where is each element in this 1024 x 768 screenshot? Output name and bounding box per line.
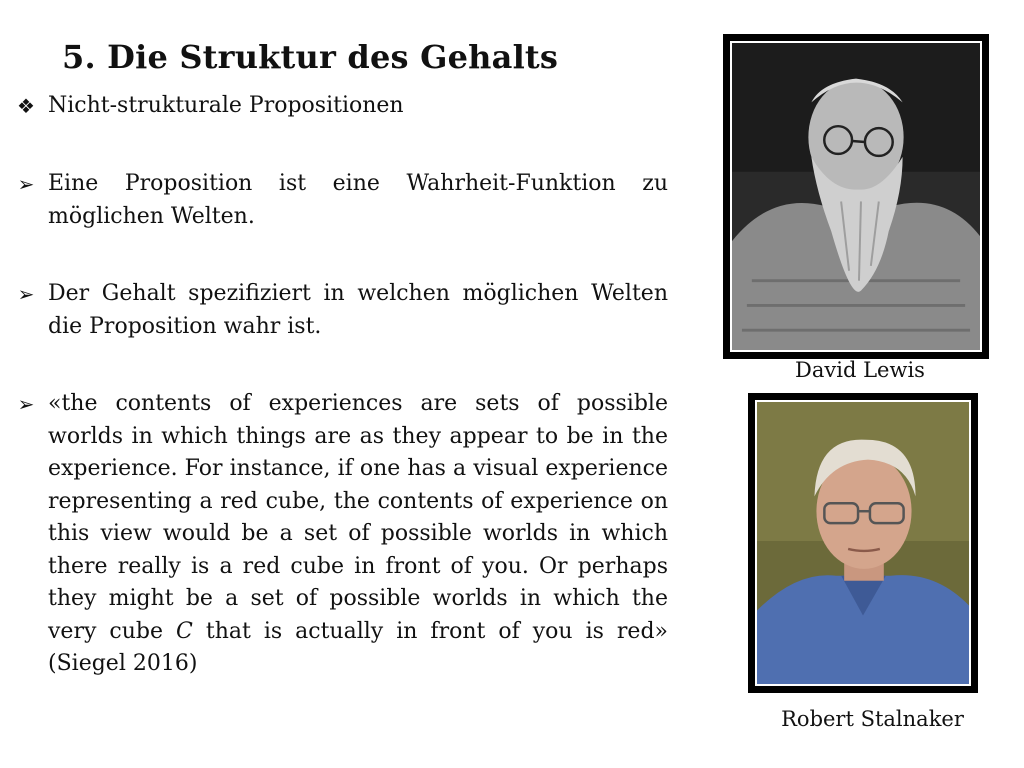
bullet-text: Eine Proposition ist eine Wahrheit-Funktion zu möglichen Welten. [48,171,668,229]
photo-robert-stalnaker [748,393,978,693]
slide-title: 5. Die Struktur des Gehalts [62,38,559,76]
portrait-image [730,41,982,352]
bullet-proposition [14,168,668,233]
bullet-nicht-strukturale [14,90,668,123]
arrow-bullet-icon: ➢ [17,282,35,306]
caption-robert-stalnaker: Robert Stalnaker [781,707,964,731]
quote-text [48,388,668,681]
portrait-image [755,400,971,686]
bullet-gehalt [14,278,668,343]
caption-david-lewis: David Lewis [795,358,925,382]
bullet-text: Nicht-strukturale Propositionen [48,93,404,118]
bullet-siegel-quote [14,388,668,681]
bullet-text: Der Gehalt spezifiziert in welchen möglichen Welten die Proposition wahr ist. [48,281,668,339]
arrow-bullet-icon: ➢ [17,172,35,196]
diamond-bullet-icon: ❖ [17,94,35,118]
photo-david-lewis [723,34,989,359]
quote-part-1: «the contents of experiences are sets of possible worlds in which things are as they appear to be in the experience. For instance, if one has a visual experience representing a red cube, the contents of experience on this view would be a set of possible worlds in which there really is a red cube in front of you. Or perhaps they might be a set of possible worlds in which the very cube [48,391,668,644]
arrow-bullet-icon: ➢ [17,392,35,416]
quote-part-2: that is actually in front of you is red» (Siegel 2016) [48,618,668,676]
quote-italic-c: C [176,618,193,644]
